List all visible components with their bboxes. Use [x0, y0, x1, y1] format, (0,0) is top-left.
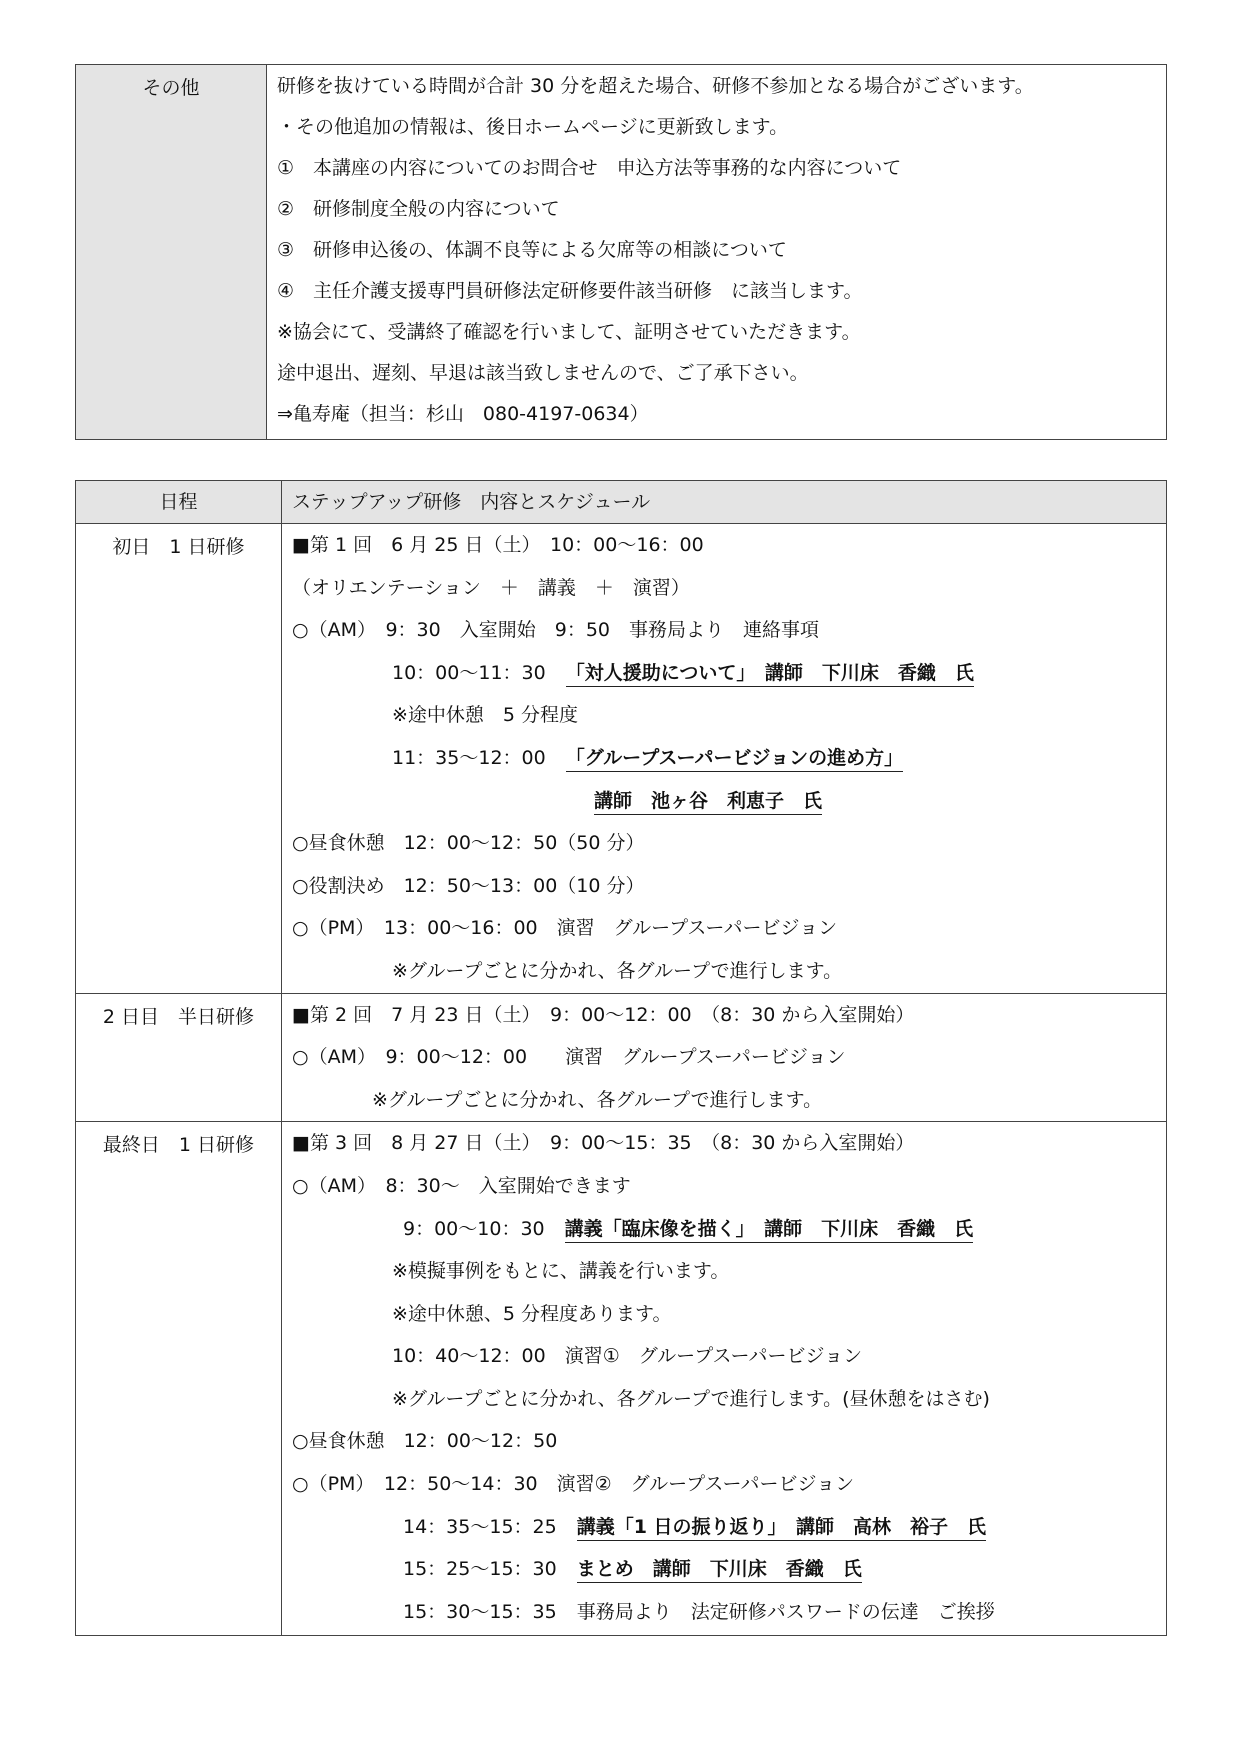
day1-line-7-text: 講師 池ヶ谷 利恵子 氏 — [594, 790, 822, 815]
day3-line-7: ※グループごとに分かれ、各グループで進行します。(昼休憩をはさむ) — [392, 1387, 990, 1410]
day1-line-4 — [292, 652, 1166, 695]
day2-label: 2 日目 半日研修 — [76, 993, 282, 1122]
other-line-1: 研修を抜けている時間が合計 30 分を超えた場合、研修不参加となる場合がございます。 — [277, 75, 1034, 97]
day3-line-11-text: まとめ 講師 下川床 香織 氏 — [577, 1558, 862, 1583]
day1-line-10: ○（PM） 13：00～16：00 演習 グループスーパービジョン — [292, 917, 838, 940]
day3-line-12-time: 15：30～15：35 — [403, 1600, 557, 1623]
day1-line-3: ○（AM） 9：30 入室開始 9：50 事務局より 連絡事項 — [292, 619, 820, 642]
day1-line-7 — [292, 780, 1166, 823]
other-line-7: ※協会にて、受講終了確認を行いまして、証明させていただきます。 — [277, 321, 861, 343]
day1-line-2: （オリエンテーション ＋ 講義 ＋ 演習） — [292, 576, 690, 599]
day1-line-4-text: 「対人援助について」 講師 下川床 香織 氏 — [566, 662, 974, 687]
day1-line-9: ○役割決め 12：50～13：00（10 分） — [292, 874, 645, 897]
day1-line-6-time: 11：35～12：00 — [392, 746, 546, 769]
other-info-table — [75, 64, 1167, 440]
other-line-5: ③ 研修申込後の、体調不良等による欠席等の相談について — [277, 239, 787, 261]
day1-line-1: ■第 1 回 6 月 25 日（土） 10：00～16：00 — [292, 534, 704, 556]
day3-line-11-time: 15：25～15：30 — [403, 1558, 557, 1581]
day2-row — [76, 993, 1167, 1122]
other-line-2: ・その他追加の情報は、後日ホームページに更新致します。 — [277, 116, 789, 138]
other-line-8: 途中退出、遅刻、早退は該当致しませんので、ご了承下さい。 — [277, 362, 809, 384]
day3-line-12 — [292, 1591, 1166, 1634]
day3-label: 最終日 1 日研修 — [76, 1122, 282, 1636]
day3-line-8: ○昼食休憩 12：00～12：50 — [292, 1430, 558, 1453]
day1-line-6-text: 「グループスーパービジョンの進め方」 — [566, 747, 903, 772]
day3-line-6: 10：40～12：00 演習① グループスーパービジョン — [392, 1345, 863, 1368]
day1-content — [282, 524, 1167, 994]
day3-line-2: ○（AM） 8：30～ 入室開始できます — [292, 1174, 631, 1197]
day3-line-3 — [292, 1208, 1166, 1251]
day3-line-3-text: 講義「臨床像を描く」 講師 下川床 香織 氏 — [565, 1218, 974, 1243]
day3-line-10-text: 講義「1 日の振り返り」 講師 高林 裕子 氏 — [577, 1516, 986, 1541]
other-line-9: ⇒亀寿庵（担当：杉山 080-4197-0634） — [277, 403, 649, 425]
day1-line-6 — [292, 737, 1166, 780]
schedule-table — [75, 480, 1167, 1636]
day1-label: 初日 1 日研修 — [76, 524, 282, 994]
day3-content — [282, 1122, 1167, 1636]
day1-line-11: ※グループごとに分かれ、各グループで進行します。 — [392, 959, 843, 982]
other-content — [267, 65, 1167, 440]
day3-line-10-time: 14：35～15：25 — [403, 1515, 557, 1538]
day3-line-5: ※途中休憩、5 分程度あります。 — [392, 1302, 672, 1325]
day3-line-11 — [292, 1548, 1166, 1591]
day2-line-1: ■第 2 回 7 月 23 日（土） 9：00～12：00 （8：30 から入室開始） — [292, 1003, 915, 1026]
schedule-header-row — [76, 481, 1167, 524]
other-line-6: ④ 主任介護支援専門員研修法定研修要件該当研修 に該当します。 — [277, 280, 863, 302]
day3-line-12-text: 事務局より 法定研修パスワードの伝達 ご挨拶 — [576, 1600, 995, 1623]
other-label: その他 — [76, 65, 267, 440]
day1-row — [76, 524, 1167, 994]
header-schedule: 日程 — [76, 481, 282, 524]
day1-line-4-time: 10：00～11：30 — [392, 661, 546, 684]
day2-content — [282, 993, 1167, 1122]
day3-line-1: ■第 3 回 8 月 27 日（土） 9：00～15：35 （8：30 から入室開始） — [292, 1132, 915, 1155]
day3-line-4: ※模擬事例をもとに、講義を行います。 — [392, 1260, 730, 1283]
day1-line-8: ○昼食休憩 12：00～12：50（50 分） — [292, 832, 645, 855]
day2-line-2: ○（AM） 9：00～12：00 演習 グループスーパービジョン — [292, 1046, 846, 1069]
other-line-4: ② 研修制度全般の内容について — [277, 198, 560, 220]
day2-line-3: ※グループごとに分かれ、各グループで進行します。 — [372, 1088, 823, 1111]
day3-line-3-time: 9：00～10：30 — [403, 1217, 545, 1240]
day3-line-10 — [292, 1506, 1166, 1549]
other-line-3: ① 本講座の内容についてのお問合せ 申込方法等事務的な内容について — [277, 157, 902, 179]
header-content: ステップアップ研修 内容とスケジュール — [282, 481, 1167, 524]
day1-line-5: ※途中休憩 5 分程度 — [392, 704, 579, 727]
day3-line-9: ○（PM） 12：50～14：30 演習② グループスーパービジョン — [292, 1473, 855, 1496]
day3-row — [76, 1122, 1167, 1636]
